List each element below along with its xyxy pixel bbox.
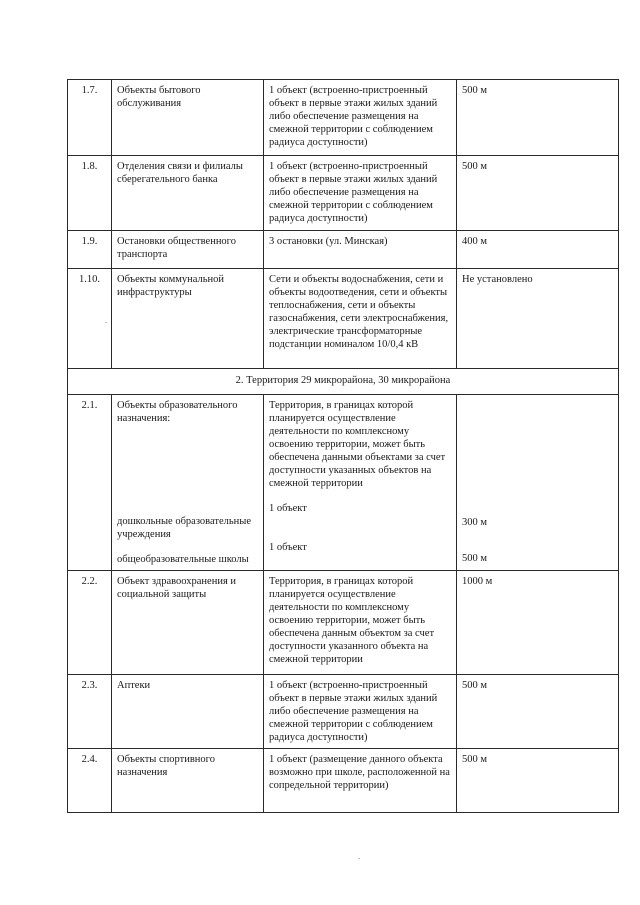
sub-object-name: дошкольные образовательные учреждения: [117, 516, 252, 540]
accessibility-radius: 500 м: [457, 749, 619, 813]
object-description: 3 остановки (ул. Минская): [264, 231, 457, 269]
row-number: 1.8.: [68, 156, 112, 231]
object-description: 1 объект (размещение данного объекта возможно при школе, расположенной на сопредельной территории): [264, 749, 457, 813]
accessibility-radius: 500 м: [457, 675, 619, 749]
accessibility-radius: 1000 м: [457, 571, 619, 675]
row-number: 2.1.: [68, 395, 112, 571]
scan-speck: [105, 322, 107, 323]
object-name: Остановки общественного транспорта: [112, 231, 264, 269]
table-row: [68, 675, 619, 749]
object-name: Объекты образовательного назначения:: [117, 400, 238, 424]
accessibility-radius: 500 м: [457, 80, 619, 156]
table-row: [68, 269, 619, 369]
object-description: 1 объект (встроенно-пристроенный объект в первые этажи жилых зданий либо обеспечение размещения на смежной территории с соблюдением радиуса доступности): [264, 675, 457, 749]
sub-accessibility-radius: 500 м: [462, 553, 488, 564]
table-row: [68, 231, 619, 269]
object-description: 1 объект (встроенно-пристроенный объект в первые этажи жилых зданий либо обеспечение размещения на смежной территории с соблюдением радиуса доступности): [264, 80, 457, 156]
object-name: Аптеки: [112, 675, 264, 749]
section-title: 2. Территория 29 микрорайона, 30 микрорайона: [68, 369, 619, 395]
object-name: Объекты бытового обслуживания: [112, 80, 264, 156]
accessibility-radius: Не установлено: [457, 269, 619, 369]
sub-object-description: 1 объект: [269, 542, 307, 553]
object-description: Территория, в границах которой планируется осуществление деятельности по комплексному освоению территории, может быть обеспечена данным объектом за счет доступности указанного объекта на смежной территории: [264, 571, 457, 675]
sub-object-name: общеобразовательные школы: [117, 554, 249, 565]
row-number: 2.2.: [68, 571, 112, 675]
table-row: [68, 156, 619, 231]
table-row: [68, 395, 619, 571]
table-row: [68, 80, 619, 156]
row-number: 1.7.: [68, 80, 112, 156]
accessibility-radius: 400 м: [457, 231, 619, 269]
object-name-cell: [112, 395, 264, 571]
row-number: 1.9.: [68, 231, 112, 269]
table-row: [68, 749, 619, 813]
section-row: [68, 369, 619, 395]
object-description: Сети и объекты водоснабжения, сети и объекты водоотведения, сети и объекты теплоснабжения, сети и объекты газоснабжения, сети электроснабжения, электрические трансформаторные подстанции номиналом 10/0,4 кВ: [264, 269, 457, 369]
sub-accessibility-radius: 300 м: [462, 517, 488, 528]
accessibility-radius-cell: [457, 395, 619, 571]
table-row: [68, 571, 619, 675]
sub-object-description: 1 объект: [269, 503, 307, 514]
standards-table: [67, 79, 619, 813]
row-number: 2.4.: [68, 749, 112, 813]
row-number: 2.3.: [68, 675, 112, 749]
row-number: 1.10.: [68, 269, 112, 369]
accessibility-radius: 500 м: [457, 156, 619, 231]
object-description-cell: [264, 395, 457, 571]
object-description: 1 объект (встроенно-пристроенный объект в первые этажи жилых зданий либо обеспечение размещения на смежной территории с соблюдением радиуса доступности): [264, 156, 457, 231]
object-name: Объекты спортивного назначения: [112, 749, 264, 813]
object-description: Территория, в границах которой планируется осуществление деятельности по комплексному освоению территории, может быть обеспечена данными объектами за счет доступности указанных объектов на смежной территории: [269, 400, 446, 489]
object-name: Отделения связи и филиалы сберегательного банка: [112, 156, 264, 231]
scan-speck: [358, 858, 360, 859]
object-name: Объекты коммунальной инфраструктуры: [112, 269, 264, 369]
object-name: Объект здравоохранения и социальной защиты: [112, 571, 264, 675]
